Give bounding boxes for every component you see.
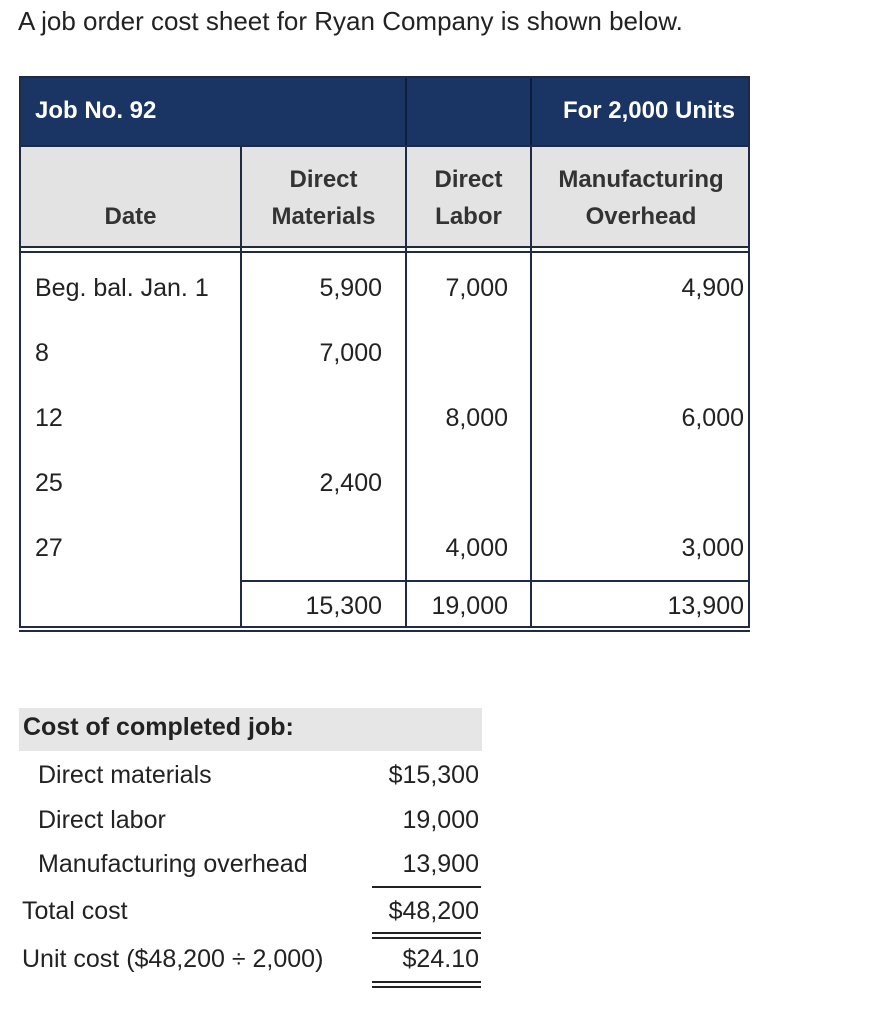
row-moh: 6,000 <box>681 404 744 432</box>
intro-text: A job order cost sheet for Ryan Company is shown below. <box>18 6 683 36</box>
col-head-dl: Labor <box>435 203 502 230</box>
summary-item-label: Manufacturing overhead <box>38 850 308 878</box>
rule <box>21 145 748 147</box>
summary-item-label: Direct labor <box>38 806 166 834</box>
total-moh: 13,900 <box>667 592 744 620</box>
col-head-moh: Overhead <box>585 203 697 230</box>
row-dm: 5,900 <box>319 274 382 302</box>
row-dm: 7,000 <box>319 339 382 367</box>
summary-heading-band <box>19 708 482 751</box>
row-dm: 2,400 <box>319 469 382 497</box>
row-date: 27 <box>35 534 63 562</box>
job-cost-sheet-table <box>19 76 750 628</box>
row-date: Beg. bal. Jan. 1 <box>35 274 209 302</box>
header-divider <box>405 78 407 145</box>
rule <box>21 251 748 253</box>
row-date: 25 <box>35 469 63 497</box>
row-dl: 4,000 <box>445 534 508 562</box>
total-double-rule <box>372 937 481 939</box>
col-head-moh: Manufacturing <box>558 166 724 193</box>
summary-item-value: $15,300 <box>388 761 479 789</box>
summary-heading: Cost of completed job: <box>23 713 294 741</box>
rule <box>21 246 748 248</box>
total-cost-label: Total cost <box>22 897 128 925</box>
job-number: Job No. 92 <box>35 97 157 124</box>
subtotal-rule <box>372 886 481 888</box>
unit-cost-label: Unit cost ($48,200 ÷ 2,000) <box>22 945 324 973</box>
unit-double-rule <box>372 981 481 983</box>
row-moh: 3,000 <box>681 534 744 562</box>
total-cost-value: $48,200 <box>388 897 479 925</box>
summary-item-value: 19,000 <box>402 806 479 834</box>
col-head-dl: Direct <box>434 166 503 193</box>
table-double-rule <box>19 630 750 632</box>
col-head-date: Date <box>104 203 157 230</box>
total-double-rule <box>372 932 481 934</box>
header-divider <box>530 78 532 145</box>
summary-item-label: Direct materials <box>38 761 212 789</box>
unit-cost-value: $24.10 <box>402 945 479 973</box>
row-date: 12 <box>35 404 63 432</box>
row-date: 8 <box>35 339 49 367</box>
unit-double-rule <box>372 986 481 988</box>
total-dm: 15,300 <box>305 592 382 620</box>
row-dl: 8,000 <box>445 404 508 432</box>
summary-item-value: 13,900 <box>402 850 479 878</box>
col-head-dm: Materials <box>271 203 376 230</box>
units-label: For 2,000 Units <box>562 97 735 124</box>
row-dl: 7,000 <box>445 274 508 302</box>
total-dl: 19,000 <box>431 592 508 620</box>
total-rule <box>240 580 750 582</box>
row-moh: 4,900 <box>681 274 744 302</box>
col-head-dm: Direct <box>289 166 358 193</box>
